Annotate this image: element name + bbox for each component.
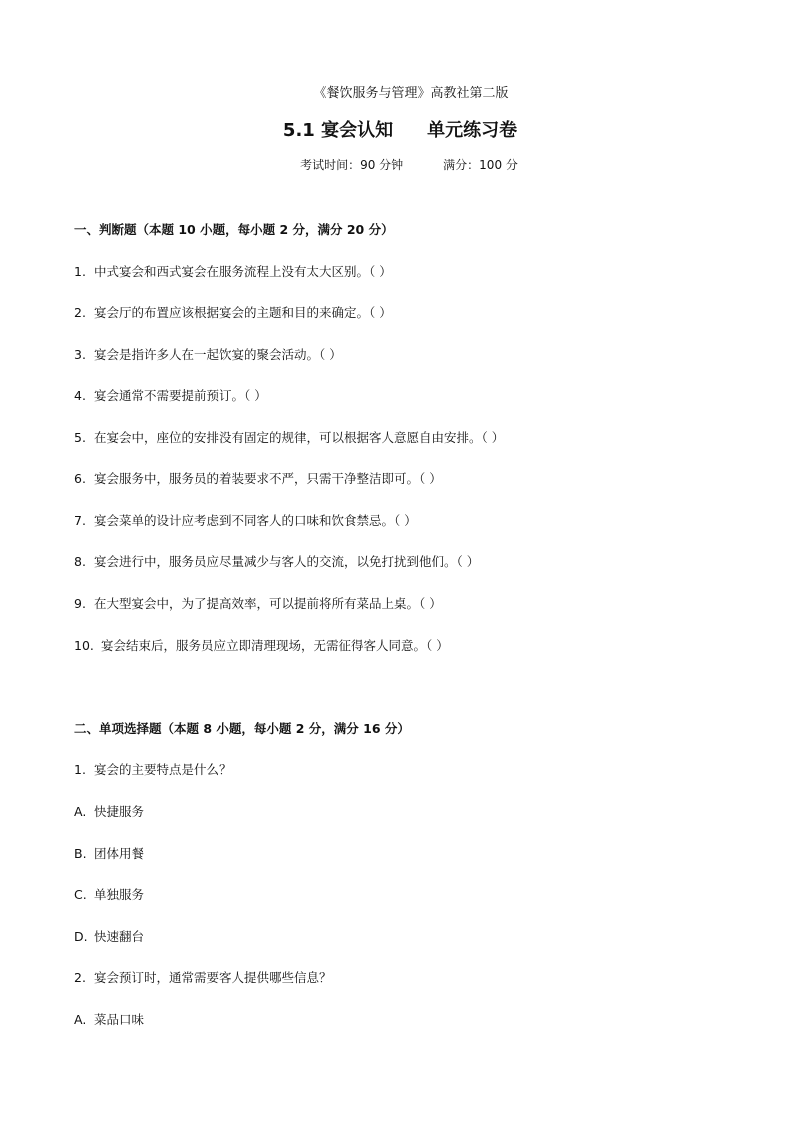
question-text: 宴会预订时，通常需要客人提供哪些信息？: [94, 970, 332, 985]
option-label: D.: [74, 929, 88, 944]
tf-question: [74, 303, 392, 321]
paper-title: 单元练习卷: [427, 120, 518, 141]
question-number: 9.: [74, 596, 86, 611]
option-text: 单独服务: [94, 887, 145, 902]
question-text: 宴会的主要特点是什么？: [94, 762, 232, 777]
question-number: 2.: [74, 305, 86, 320]
question-text: 宴会通常不需要提前预订。（ ）: [94, 388, 267, 403]
section-heading-single-choice: 二、单项选择题（本题 8 小题，每小题 2 分，满分 16 分）: [74, 721, 410, 736]
option-label: B.: [74, 846, 87, 861]
question-number: 1.: [74, 762, 86, 777]
mc-option: [74, 885, 144, 903]
section-heading-true-false: 一、判断题（本题 10 小题，每小题 2 分，满分 20 分）: [74, 222, 394, 237]
tf-question: [74, 511, 417, 529]
tf-question: [74, 636, 449, 654]
option-label: C.: [74, 887, 87, 902]
tf-question: [74, 469, 442, 487]
question-text: 宴会服务中，服务员的着装要求不严，只需干净整洁即可。（ ）: [94, 471, 442, 486]
option-text: 快速翻台: [94, 929, 145, 944]
question-text: 在宴会中，座位的安排没有固定的规律，可以根据客人意愿自由安排。（ ）: [94, 430, 505, 445]
mc-option: [74, 1010, 144, 1028]
unit-title: 5.1 宴会认知: [282, 120, 394, 141]
full-score: 满分：100 分: [443, 158, 518, 172]
question-number: 1.: [74, 264, 86, 279]
tf-question: [74, 386, 267, 404]
option-label: A.: [74, 1012, 87, 1027]
tf-question: [74, 428, 504, 446]
question-number: 10.: [74, 638, 94, 653]
option-text: 团体用餐: [94, 846, 145, 861]
mc-option: [74, 927, 144, 945]
question-number: 3.: [74, 347, 86, 362]
question-text: 中式宴会和西式宴会在服务流程上没有太大区别。（ ）: [94, 264, 392, 279]
option-text: 菜品口味: [94, 1012, 145, 1027]
exam-time: 考试时间：90 分钟: [300, 158, 404, 172]
option-text: 快捷服务: [94, 804, 145, 819]
question-number: 6.: [74, 471, 86, 486]
question-number: 2.: [74, 970, 86, 985]
question-text: 宴会进行中，服务员应尽量减少与客人的交流，以免打扰到他们。（ ）: [94, 554, 480, 569]
question-number: 8.: [74, 554, 86, 569]
tf-question: [74, 594, 442, 612]
tf-question: [74, 552, 479, 570]
option-label: A.: [74, 804, 87, 819]
book-title: 《餐饮服务与管理》高教社第二版: [313, 86, 509, 101]
exam-title: [0, 116, 794, 142]
tf-question: [74, 345, 342, 363]
question-text: 宴会菜单的设计应考虑到不同客人的口味和饮食禁忌。（ ）: [94, 513, 417, 528]
question-text: 宴会是指许多人在一起饮宴的聚会活动。（ ）: [94, 347, 342, 362]
question-number: 4.: [74, 388, 86, 403]
question-number: 7.: [74, 513, 86, 528]
mc-question: [74, 760, 232, 778]
question-text: 在大型宴会中，为了提高效率，可以提前将所有菜品上桌。（ ）: [94, 596, 442, 611]
tf-question: [74, 262, 392, 280]
question-number: 5.: [74, 430, 86, 445]
mc-option: [74, 802, 144, 820]
exam-meta: [0, 156, 794, 173]
question-text: 宴会厅的布置应该根据宴会的主题和目的来确定。（ ）: [94, 305, 392, 320]
mc-option: [74, 844, 144, 862]
mc-question: [74, 968, 332, 986]
question-text: 宴会结束后，服务员应立即清理现场，无需征得客人同意。（ ）: [101, 638, 449, 653]
